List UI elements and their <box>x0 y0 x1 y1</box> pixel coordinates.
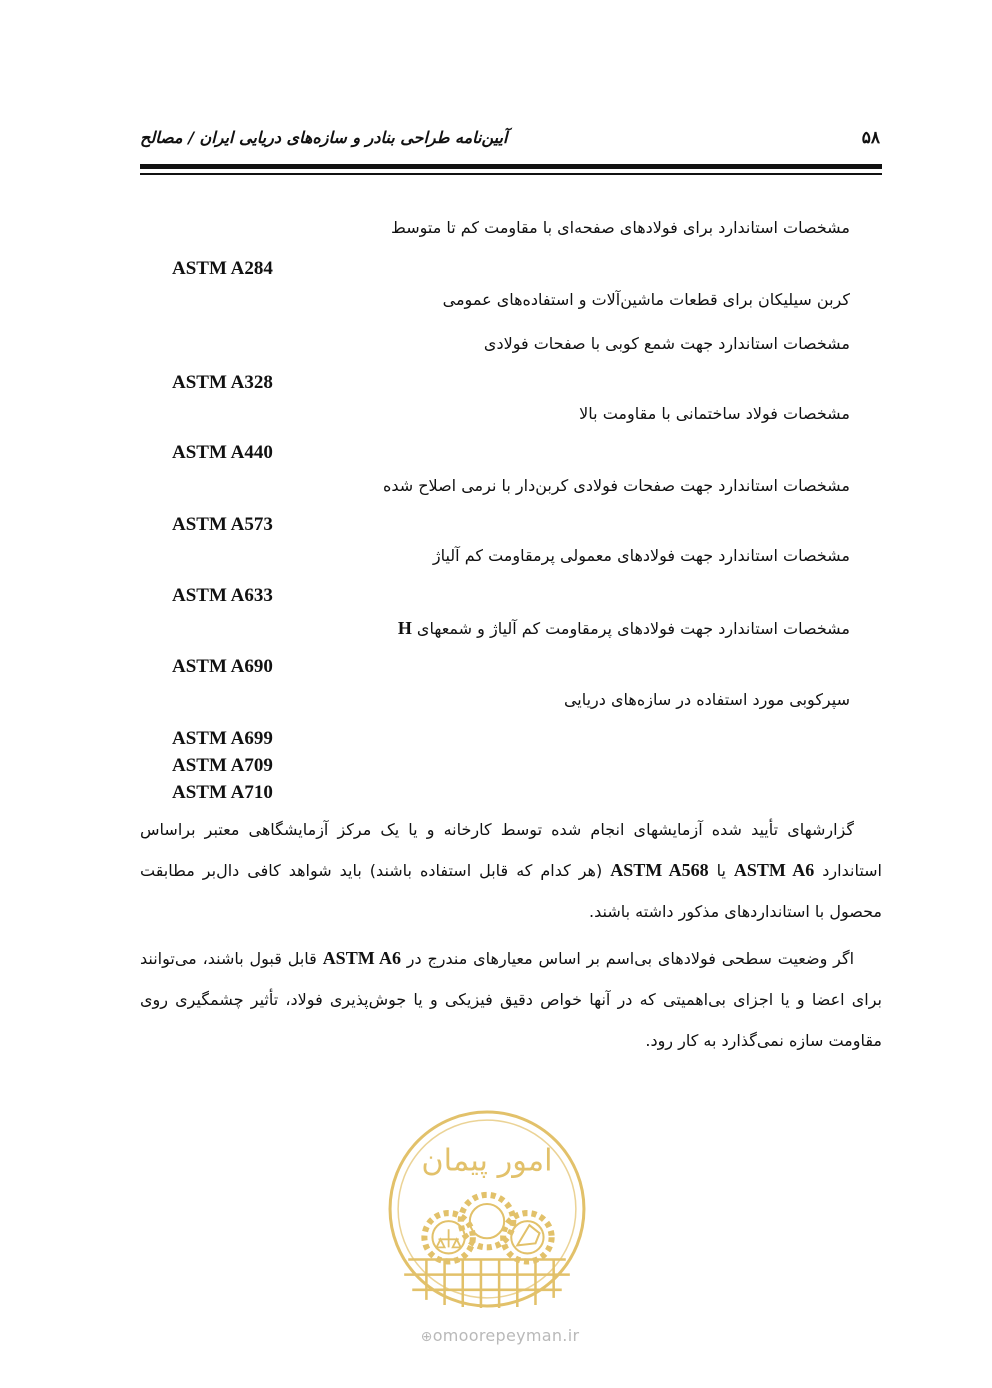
watermark-site-text: omoorepeyman.ir <box>432 1326 580 1345</box>
paragraph-text: (هر کدام که قابل استفاده باشند) باید شواهد کافی دال‌بر مطابقت محصول با استانداردهای مذکور داشته باشند. <box>140 861 882 921</box>
body-paragraph <box>140 809 882 932</box>
standard-description <box>210 618 850 639</box>
standard-code: ASTM A573 <box>172 514 273 535</box>
standard-reference: ASTM A6 <box>322 948 401 968</box>
standard-code: ASTM A328 <box>172 372 273 393</box>
watermark-site <box>400 1326 600 1345</box>
paragraph-text: یا <box>716 861 726 880</box>
standard-description-text: مشخصات استاندارد جهت فولادهای پرمقاومت کم آلیاژ و شمعهای <box>416 619 850 638</box>
standard-reference: ASTM A6 <box>733 860 815 880</box>
standard-code: ASTM A633 <box>172 585 273 606</box>
header-rule-thick <box>140 164 882 169</box>
standard-code: ASTM A710 <box>172 782 273 803</box>
paragraph-text: گزارشهای تأیید شده آزمایشهای انجام شده توسط کارخانه و یا یک مرکز آزمایشگاهی معتبر براساس استاندارد <box>140 820 882 880</box>
standard-description: مشخصات استاندارد جهت صفحات فولادی کربن‌دار با نرمی اصلاح شده <box>382 476 850 495</box>
standard-description: مشخصات استاندارد جهت فولادهای معمولی پرمقاومت کم آلیاژ <box>432 546 850 565</box>
header-rule-thin <box>140 173 882 175</box>
standard-code: ASTM A699 <box>172 728 273 749</box>
pile-type-letter: H <box>397 618 412 638</box>
standard-code: ASTM A284 <box>172 258 273 279</box>
paragraph-text: اگر وضعیت سطحی فولادهای بی‌اسم بر اساس معیارهای مندرج در <box>406 949 855 968</box>
page-title: آیین‌نامه طراحی بنادر و سازه‌های دریایی ایران / مصالح <box>140 128 508 147</box>
standard-description: مشخصات استاندارد برای فولادهای صفحه‌ای با مقاومت کم تا متوسط <box>391 218 850 237</box>
watermark-logo-text: امور پیمان <box>421 1143 553 1179</box>
standard-description: مشخصات فولاد ساختمانی با مقاومت بالا <box>579 404 850 423</box>
standard-description: کربن سیلیکان برای قطعات ماشین‌آلات و استفاده‌های عمومی <box>442 290 850 309</box>
standard-description: مشخصات استاندارد جهت شمع کوبی با صفحات فولادی <box>483 334 850 353</box>
standard-reference: ASTM A568 <box>610 860 709 880</box>
standard-code: ASTM A440 <box>172 442 273 463</box>
body-paragraph <box>140 938 882 1061</box>
page-number: ۵۸ <box>861 128 880 148</box>
standard-code: ASTM A709 <box>172 755 273 776</box>
watermark-logo <box>386 1108 588 1310</box>
standard-description: سپرکوبی مورد استفاده در سازه‌های دریایی <box>563 690 850 709</box>
standard-code: ASTM A690 <box>172 656 273 677</box>
paragraph-text: قابل قبول باشند، می‌توانند برای اعضا و یا اجزای بی‌اهمیتی که در آنها خواص دقیق فیزیکی و یا جوش‌پذیری فولاد، تأثیر چشمگیری روی مقاومت سازه نمی‌گذارد به کار رود. <box>140 949 882 1050</box>
globe-icon: ⊕ <box>420 1329 433 1345</box>
